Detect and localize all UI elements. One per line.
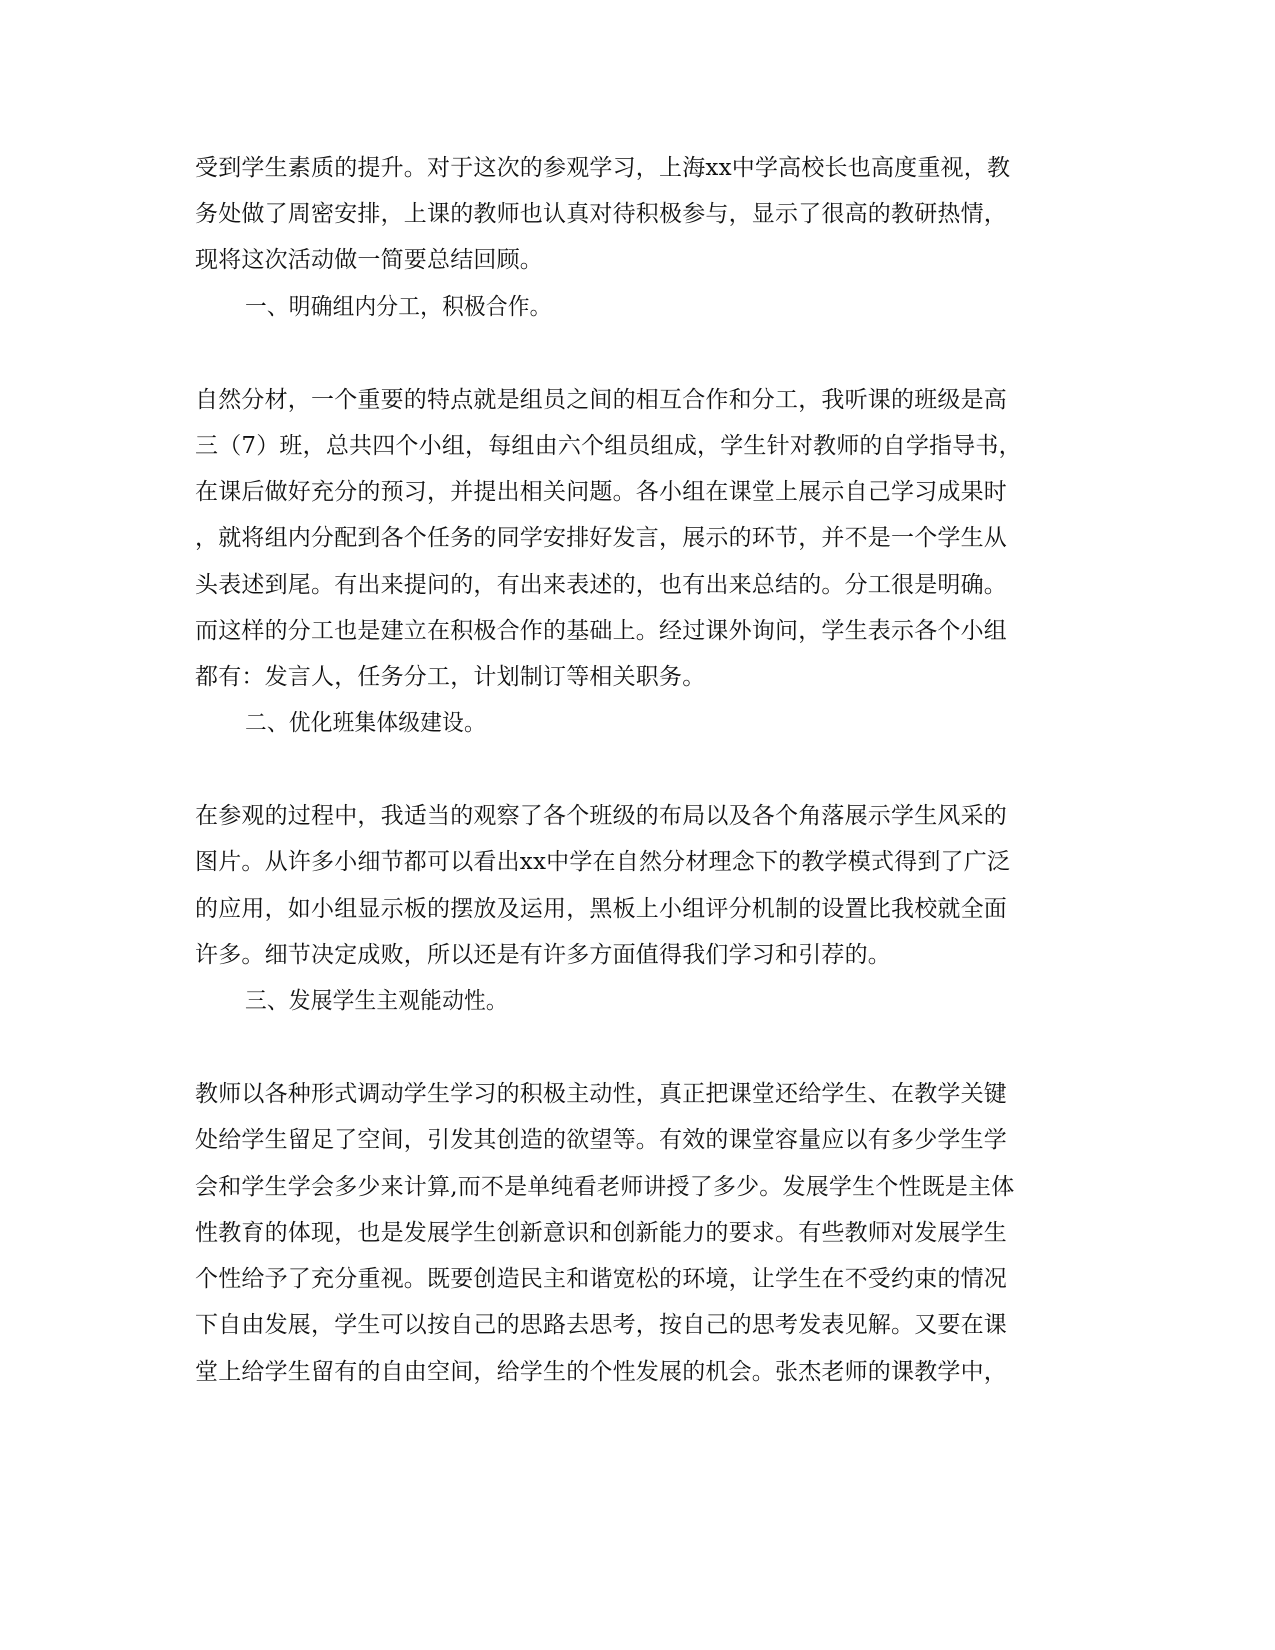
text-line: 自然分材，一个重要的特点就是组员之间的相互合作和分工，我听课的班级是高 — [195, 387, 1007, 413]
text-line: 个性给予了充分重视。既要创造民主和谐宽松的环境，让学生在不受约束的情况 — [195, 1266, 1007, 1292]
text-line: 会和学生学会多少来计算,而不是单纯看老师讲授了多少。发展学生个性既是主体 — [195, 1174, 1015, 1200]
section-heading-2: 二、优化班集体级建设。 — [245, 710, 486, 736]
text-line: 堂上给学生留有的自由空间，给学生的个性发展的机会。张杰老师的课教学中， — [195, 1359, 1007, 1385]
text-line: 务处做了周密安排，上课的教师也认真对待积极参与，显示了很高的教研热情， — [195, 201, 1007, 227]
text-line: 教师以各种形式调动学生学习的积极主动性，真正把课堂还给学生、在教学关键 — [195, 1081, 1007, 1107]
section-heading-3: 三、发展学生主观能动性。 — [245, 988, 508, 1014]
text-line: 处给学生留足了空间，引发其创造的欲望等。有效的课堂容量应以有多少学生学 — [195, 1127, 1007, 1153]
text-line: 图片。从许多小细节都可以看出xx中学在自然分材理念下的教学模式得到了广泛 — [195, 849, 1011, 875]
text-line: 许多。细节决定成败，所以还是有许多方面值得我们学习和引荐的。 — [195, 942, 891, 968]
text-line: 在参观的过程中，我适当的观察了各个班级的布局以及各个角落展示学生风采的 — [195, 803, 1007, 829]
text-line: 三（7）班，总共四个小组，每组由六个组员组成，学生针对教师的自学指导书， — [195, 433, 1022, 459]
text-line: 性教育的体现，也是发展学生创新意识和创新能力的要求。有些教师对发展学生 — [195, 1220, 1007, 1246]
text-line: 受到学生素质的提升。对于这次的参观学习，上海xx中学高校长也高度重视，教 — [195, 155, 1011, 181]
text-line: 的应用，如小组显示板的摆放及运用，黑板上小组评分机制的设置比我校就全面 — [195, 896, 1007, 922]
text-line: 头表述到尾。有出来提问的，有出来表述的，也有出来总结的。分工很是明确。 — [195, 572, 1007, 598]
text-line: 在课后做好充分的预习，并提出相关问题。各小组在课堂上展示自己学习成果时 — [195, 479, 1007, 505]
text-line: 下自由发展，学生可以按自己的思路去思考，按自己的思考发表见解。又要在课 — [195, 1312, 1007, 1338]
text-line: 都有：发言人，任务分工，计划制订等相关职务。 — [195, 664, 706, 690]
section-heading-1: 一、明确组内分工，积极合作。 — [245, 294, 552, 320]
text-line: 而这样的分工也是建立在积极合作的基础上。经过课外询问，学生表示各个小组 — [195, 618, 1007, 644]
text-line: 现将这次活动做一简要总结回顾。 — [195, 247, 543, 273]
text-line: ，就将组内分配到各个任务的同学安排好发言，展示的环节，并不是一个学生从 — [195, 525, 1007, 551]
